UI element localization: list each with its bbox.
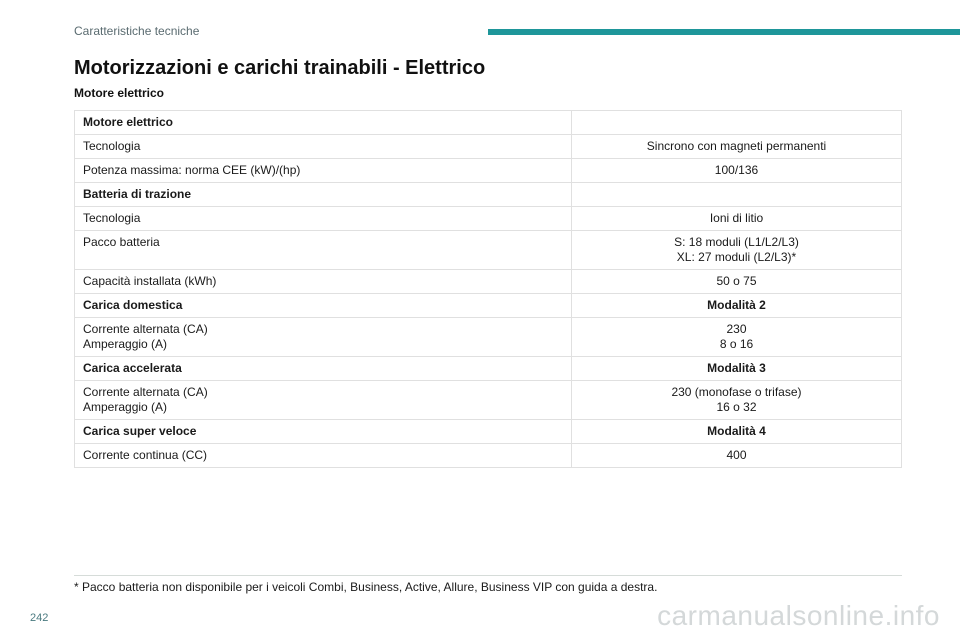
table-cell-value: [572, 135, 902, 159]
table-cell-value: [572, 207, 902, 231]
accent-bar: [488, 29, 960, 35]
table-cell-label-line: Pacco batteria: [83, 235, 160, 249]
page-number: 242: [30, 612, 49, 624]
table-cell-label-line: Corrente alternata (CA): [83, 385, 208, 399]
footnote: * Pacco batteria non disponibile per i veicoli Combi, Business, Active, Allure, Business VIP con guida a destra.: [74, 580, 658, 594]
table-row: [75, 135, 902, 159]
table-cell-label-line: Capacità installata (kWh): [83, 274, 217, 288]
table-section-header-row: [75, 294, 902, 318]
table-cell-label: [75, 444, 572, 468]
watermark: carmanualsonline.info: [657, 600, 940, 631]
table-cell-value-line: 8 o 16: [719, 337, 754, 351]
section-label: Caratteristiche tecniche: [74, 24, 200, 38]
table-cell-value: [572, 357, 902, 381]
table-cell-label-line: Carica accelerata: [83, 361, 182, 375]
table-cell-label: [75, 270, 572, 294]
table-row: [75, 207, 902, 231]
table-cell-value-line: 230: [726, 322, 747, 336]
table-row: [75, 381, 902, 420]
table-cell-value: [572, 111, 902, 135]
table-row: [75, 270, 902, 294]
table-cell-label-line: Corrente continua (CC): [83, 448, 208, 462]
table-cell-value: [572, 444, 902, 468]
table-section-header-row: [75, 420, 902, 444]
table-cell-value-line: 100/136: [714, 163, 759, 177]
table-cell-value: [572, 420, 902, 444]
table-cell-value-line: 50 o 75: [716, 274, 757, 288]
table-row: [75, 159, 902, 183]
table-cell-value-line: 400: [726, 448, 747, 462]
table-row: [75, 231, 902, 270]
table-cell-value: [572, 183, 902, 207]
table-cell-value-line: Modalità 4: [707, 424, 766, 438]
table-section-header-row: [75, 357, 902, 381]
page-title: Motorizzazioni e carichi trainabili - Elettrico: [74, 57, 486, 79]
table-cell-label: [75, 159, 572, 183]
table-cell-label-line: Carica domestica: [83, 298, 183, 312]
spec-table: [74, 110, 902, 468]
table-cell-label: [75, 318, 572, 357]
table-cell-label-line: Potenza massima: norma CEE (kW)/(hp): [83, 163, 301, 177]
table-cell-label: [75, 381, 572, 420]
table-cell-label: [75, 231, 572, 270]
table-cell-label-line: Tecnologia: [83, 139, 141, 153]
table-cell-value: [572, 270, 902, 294]
table-cell-label-line: Carica super veloce: [83, 424, 197, 438]
table-cell-value-line: Modalità 2: [707, 298, 766, 312]
table-cell-label-line: Batteria di trazione: [83, 187, 192, 201]
table-cell-value-line: Sincrono con magneti permanenti: [646, 139, 827, 153]
table-section-header-row: [75, 183, 902, 207]
table-row: [75, 444, 902, 468]
table-cell-value-line: Modalità 3: [707, 361, 766, 375]
table-cell-label: [75, 111, 572, 135]
table-cell-value-line: Ioni di litio: [709, 211, 764, 225]
table-cell-label-line: Amperaggio (A): [83, 400, 168, 414]
table-cell-value-line: 16 o 32: [716, 400, 757, 414]
table-cell-label: [75, 183, 572, 207]
table-cell-label-line: Corrente alternata (CA): [83, 322, 208, 336]
table-cell-value: [572, 159, 902, 183]
table-cell-label: [75, 135, 572, 159]
table-cell-value-line: S: 18 moduli (L1/L2/L3): [674, 235, 799, 249]
table-cell-value: [572, 294, 902, 318]
table-cell-label-line: Motore elettrico: [83, 115, 174, 129]
subheading: Motore elettrico: [74, 86, 165, 100]
spec-table-body: [75, 111, 902, 468]
table-cell-value: [572, 231, 902, 270]
table-cell-label: [75, 357, 572, 381]
table-cell-value-line: XL: 27 moduli (L2/L3)*: [676, 250, 797, 264]
footnote-rule: [74, 575, 902, 576]
table-cell-value-line: 230 (monofase o trifase): [671, 385, 802, 399]
table-row: [75, 318, 902, 357]
table-cell-label: [75, 207, 572, 231]
table-cell-label-line: Amperaggio (A): [83, 337, 168, 351]
table-cell-label: [75, 420, 572, 444]
table-cell-value: [572, 381, 902, 420]
table-section-header-row: [75, 111, 902, 135]
table-cell-label-line: Tecnologia: [83, 211, 141, 225]
table-cell-value: [572, 318, 902, 357]
table-cell-label: [75, 294, 572, 318]
